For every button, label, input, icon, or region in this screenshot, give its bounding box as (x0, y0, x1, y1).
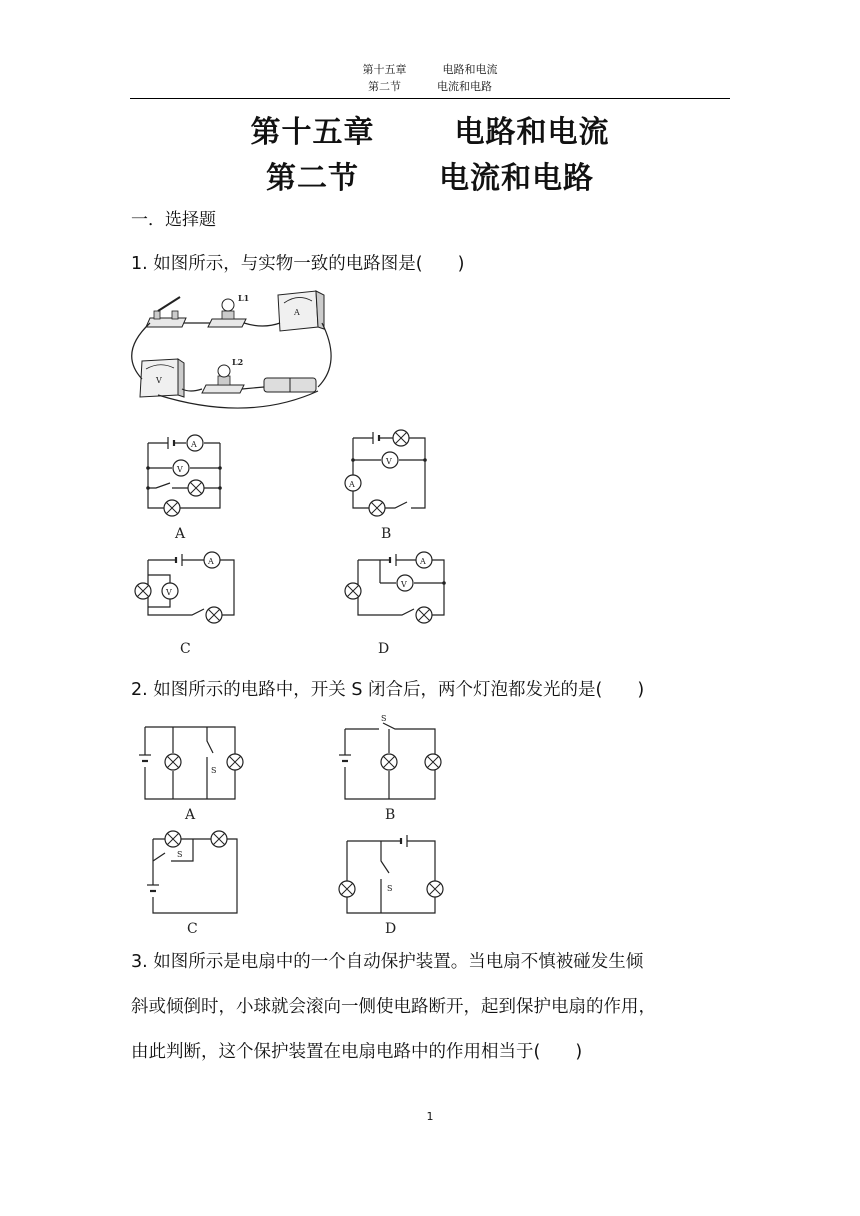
q1c-voltmeter-label: V (166, 588, 172, 597)
q1-apparatus-illustration (128, 283, 328, 413)
q1d-voltmeter-label: V (401, 580, 407, 589)
knife-switch (146, 297, 186, 327)
q1-options-diagrams (130, 428, 450, 663)
q1-option-d-circuit (345, 552, 446, 657)
q1a-voltmeter-label: V (177, 465, 183, 474)
q2-option-d-circuit (339, 835, 443, 937)
q2-option-a-circuit (139, 727, 243, 823)
q1b-voltmeter-label: V (386, 457, 392, 466)
q2-option-c-label: C (187, 921, 198, 937)
q1-option-a-label: A (175, 526, 186, 542)
q2c-switch-label: S (177, 850, 183, 859)
q2-option-b-circuit (339, 714, 441, 823)
page-number: 1 (426, 1110, 434, 1123)
section-number: 第二节 (266, 161, 359, 196)
q2b-switch-label: S (381, 714, 387, 723)
question-3-line-2: 斜或倾倒时，小球就会滚向一侧使电路断开，起到保护电扇的作用， (131, 997, 656, 1017)
q2-option-a-label: A (185, 807, 196, 823)
q1-option-b-label: B (381, 526, 392, 542)
q2-option-b-label: B (385, 807, 396, 823)
section-name: 电流和电路 (439, 161, 594, 196)
question-1-text: 1. 如图所示，与实物一致的电路图是( ) (131, 254, 465, 274)
chapter-title (0, 107, 860, 151)
q1-option-c-label: C (180, 641, 191, 657)
q2-option-c-circuit (147, 831, 237, 937)
q1d-ammeter-label: A (420, 557, 426, 566)
header-chapter-title: 电路和电流 (442, 63, 498, 76)
section-heading: 一．选择题 (131, 210, 216, 230)
lamp-l1-label: L1 (238, 293, 250, 303)
voltmeter-device (140, 359, 184, 397)
q1b-ammeter-label: A (349, 480, 355, 489)
q2-options-diagrams (135, 715, 455, 935)
header-divider (130, 98, 730, 99)
question-2-text: 2. 如图所示的电路中，开关 S 闭合后，两个灯泡都发光的是( ) (131, 680, 645, 700)
voltmeter-device-label: V (156, 376, 162, 385)
ammeter-device-label: A (294, 308, 300, 317)
header-chapter-number: 第十五章 (362, 63, 407, 76)
q1-option-b-circuit (345, 430, 427, 542)
q1-option-a-circuit (146, 435, 222, 542)
question-3-line-1: 3. 如图所示是电扇中的一个自动保护装置。当电扇不慎被碰发生倾 (131, 952, 644, 972)
q1-option-c-circuit (135, 552, 234, 657)
battery-pack (264, 378, 316, 392)
running-header-section (0, 80, 860, 94)
q1c-ammeter-label: A (208, 557, 214, 566)
chapter-number: 第十五章 (250, 115, 375, 150)
lamp-l2-label: L2 (232, 357, 244, 367)
lamp-l1-holder (208, 293, 249, 327)
running-header-chapter (0, 63, 860, 77)
section-title (0, 153, 860, 197)
ammeter-device (278, 291, 324, 331)
q1a-ammeter-label: A (191, 440, 197, 449)
chapter-name: 电路和电流 (454, 115, 610, 150)
question-3-line-3: 由此判断，这个保护装置在电扇电路中的作用相当于( ) (131, 1042, 583, 1062)
q2d-switch-label: S (387, 884, 393, 893)
q1-option-d-label: D (378, 641, 390, 657)
header-section-title: 电流和电路 (437, 80, 492, 93)
q2-option-d-label: D (385, 921, 397, 937)
q2a-switch-label: S (211, 766, 217, 775)
lamp-l2-holder (202, 357, 244, 393)
header-section-number: 第二节 (368, 80, 401, 93)
